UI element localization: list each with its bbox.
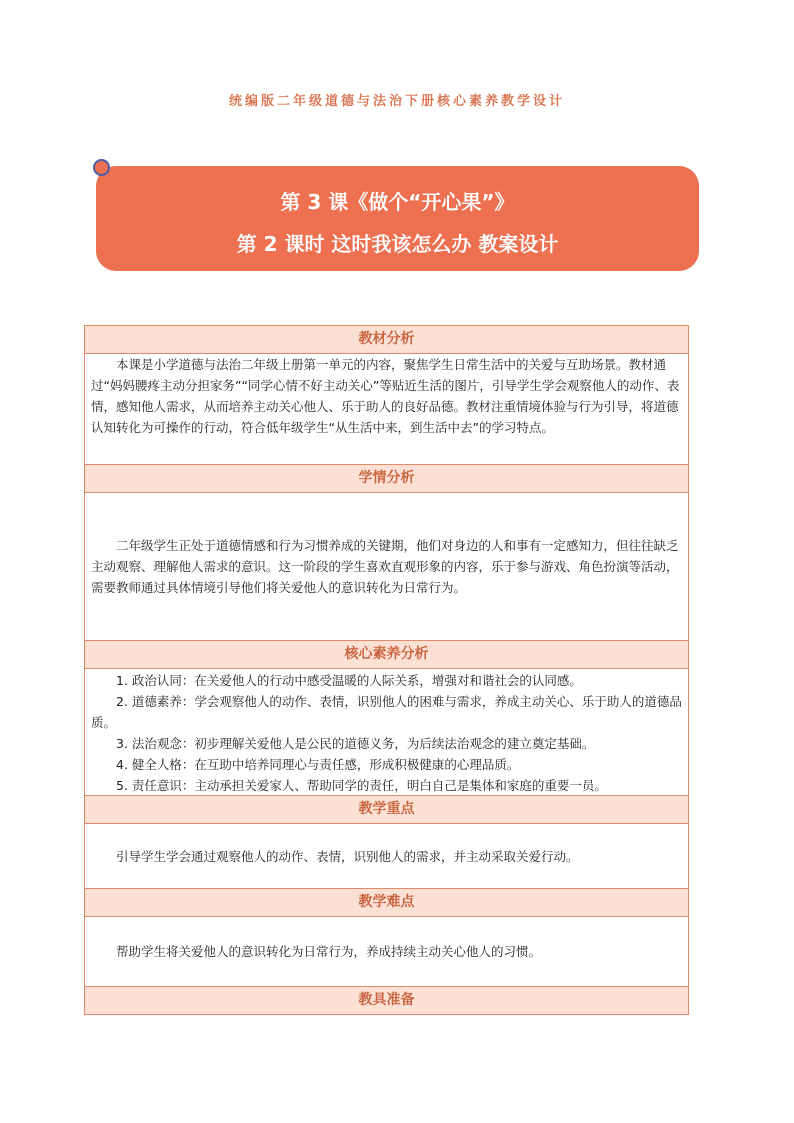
section-head-student-analysis: 学情分析: [85, 465, 688, 493]
section-head-core-literacy: 核心素养分析: [85, 641, 688, 669]
literacy-item: 4. 健全人格：在互助中培养同理心与责任感，形成积极健康的心理品质。: [116, 757, 520, 772]
literacy-item: 3. 法治观念：初步理解关爱他人是公民的道德义务，为后续法治观念的建立奠定基础。: [116, 736, 595, 751]
section-body-core-literacy: [85, 669, 688, 796]
section-head-key-points: 教学重点: [85, 796, 688, 824]
textbook-analysis-text: 本课是小学道德与法治二年级上册第一单元的内容，聚焦学生日常生活中的关爱与互助场景。教材通过“妈妈腰疼主动分担家务”“同学心情不好主动关心”等贴近生活的图片，引导学生学会观察他人的动作、表情，感知他人需求，从而培养主动关心他人、乐于助人的良好品德。教材注重情境体验与行为引导，将道德认知转化为可操作的行动，符合低年级学生“从生活中来，到生活中去”的学习特点。: [91, 357, 680, 435]
lesson-title: 第 3 课《做个“开心果”》: [280, 190, 515, 214]
banner-dot-decoration: [93, 159, 110, 176]
section-head-materials: 教具准备: [85, 987, 688, 1014]
lesson-plan-table: [84, 325, 689, 1015]
lesson-subtitle: 第 2 课时 这时我该怎么办 教案设计: [236, 232, 559, 256]
literacy-item: 5. 责任意识：主动承担关爱家人、帮助同学的责任，明白自己是集体和家庭的重要一员。: [116, 778, 607, 793]
section-body-difficulties: [85, 917, 688, 987]
lesson-title-banner: [96, 166, 699, 271]
key-points-text: 引导学生学会通过观察他人的动作、表情，识别他人的需求，并主动采取关爱行动。: [116, 848, 579, 864]
section-body-textbook-analysis: [85, 354, 688, 465]
section-body-student-analysis: [85, 493, 688, 641]
student-analysis-text: 二年级学生正处于道德情感和行为习惯养成的关键期，他们对身边的人和事有一定感知力，但往往缺乏主动观察、理解他人需求的意识。这一阶段的学生喜欢直观形象的内容，乐于参与游戏、角色扮演等活动，需要教师通过具体情境引导他们将关爱他人的意识转化为日常行为。: [91, 538, 679, 595]
difficulties-text: 帮助学生将关爱他人的意识转化为日常行为，养成持续主动关心他人的习惯。: [116, 944, 542, 959]
section-head-textbook-analysis: 教材分析: [85, 326, 688, 354]
section-body-key-points: [85, 824, 688, 889]
series-header: 统编版二年级道德与法治下册核心素养教学设计: [228, 94, 565, 109]
section-head-difficulties: 教学难点: [85, 889, 688, 917]
literacy-item: 1. 政治认同：在关爱他人的行动中感受温暖的人际关系，增强对和谐社会的认同感。: [116, 673, 582, 688]
literacy-item: 2. 道德素养：学会观察他人的动作、表情，识别他人的困难与需求，养成主动关心、乐于助人的道德品质。: [91, 694, 682, 730]
